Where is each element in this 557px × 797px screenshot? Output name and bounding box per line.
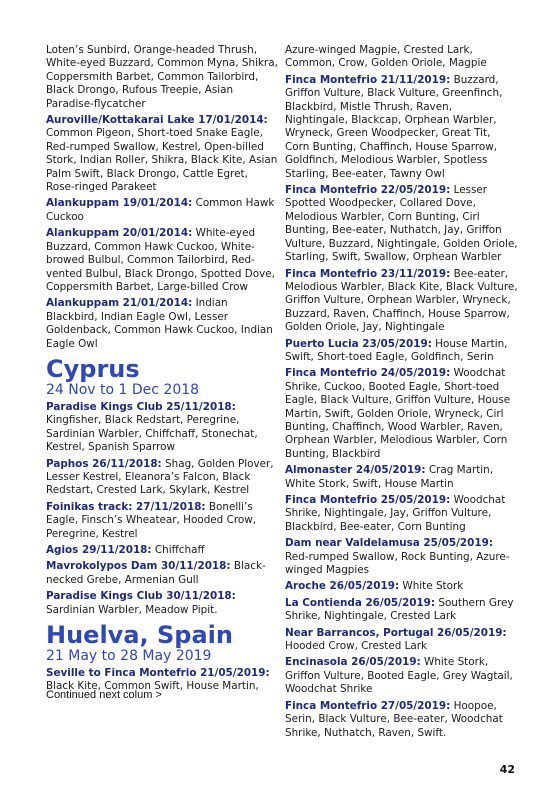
list-item xyxy=(285,494,518,534)
list-item xyxy=(285,184,518,264)
entry-heading: Paphos 26/11/2018: xyxy=(46,457,162,470)
entry-text: Woodchat Shrike, Nightingale, Jay, Griffon Vulture, Blackbird, Bee-eater, Corn Bunting xyxy=(285,494,506,533)
entry-heading: Finca Montefrio 27/05/2019: xyxy=(285,699,451,712)
entry-text: Black Kite, Common Swift, House Martin, xyxy=(46,680,259,693)
entry-heading: Aroche 26/05/2019: xyxy=(285,580,400,593)
section-title-huelva: Huelva, Spain xyxy=(46,621,233,650)
list-item xyxy=(285,338,518,365)
entry-text: Shag, Golden Plover, Lesser Kestrel, Eleanora’s Falcon, Black Redstart, Crested Lark, Skylark, Kestrel xyxy=(46,457,274,497)
cyprus-section xyxy=(46,356,278,617)
entry-heading: Seville to Finca Montefrio 21/05/2019: xyxy=(46,667,270,680)
list-item xyxy=(46,560,278,587)
list-item xyxy=(46,44,278,111)
entry-text: Bonelli’s Eagle, Finsch’s Wheatear, Hooded Crow, Peregrine, Kestrel xyxy=(46,500,257,540)
right-column xyxy=(285,44,518,743)
list-item xyxy=(285,627,518,654)
page-number: 42 xyxy=(499,763,515,776)
entry-heading: Finca Montefrio 23/11/2019: xyxy=(285,267,451,280)
entry-heading: Dam near Valdelamusa 25/05/2019: xyxy=(285,537,494,550)
india-entries xyxy=(46,44,278,351)
list-item xyxy=(285,580,518,593)
list-item xyxy=(46,401,278,455)
entry-heading: Puerto Lucia 23/05/2019: xyxy=(285,337,432,350)
entry-text: Red-rumped Swallow, Rock Bunting, Azure-winged Magpies xyxy=(285,550,510,577)
list-item xyxy=(46,458,278,498)
entry-text: White Stork, Griffon Vulture, Booted Eagle, Grey Wagtail, Woodchat Shrike xyxy=(285,656,513,696)
entry-heading: La Contienda 26/05/2019: xyxy=(285,596,436,609)
list-item xyxy=(46,297,278,351)
entry-heading: Near Barrancos, Portugal 26/05/2019: xyxy=(285,626,507,639)
entry-text: Crag Martin, White Stork, Swift, House Martin xyxy=(285,464,494,490)
entry-text: Kingfisher, Black Redstart, Peregrine, Sardinian Warbler, Chiffchaff, Stonechat, Kestrel, Spanish Sparrow xyxy=(46,414,258,454)
list-item xyxy=(285,700,518,740)
section-dates-cyprus: 24 Nov to 1 Dec 2018 xyxy=(46,381,200,398)
entry-heading: Paradise Kings Club 30/11/2018: xyxy=(46,590,236,603)
list-item xyxy=(46,114,278,194)
list-item xyxy=(285,597,518,624)
huelva-section xyxy=(46,622,278,694)
list-item xyxy=(285,464,518,491)
list-item xyxy=(46,501,278,541)
continued-note: Continued next colum > xyxy=(46,689,162,701)
entry-text: Chiffchaff xyxy=(154,544,205,556)
entry-text: Lesser Spotted Woodpecker, Collared Dove, Melodious Warbler, Corn Bunting, Cirl Bunting, Bee-eater, Nuthatch, Jay, Griffon Vulture, Buzzard, Nightingale, Golden Oriole, Starling, Swift, Swallow, Orphean Warbler xyxy=(285,184,518,264)
entry-text: White-eyed Buzzard, Common Hawk Cuckoo, White-browed Bulbul, Common Tailorbird, Red-vented Bulbul, Black Drongo, Spotted Dove, Coppersmith Barbet, Large-billed Crow xyxy=(46,227,275,293)
entry-heading: Mavrokolypos Dam 30/11/2018: xyxy=(46,560,231,573)
section-dates-huelva: 21 May to 28 May 2019 xyxy=(46,648,212,665)
entry-heading: Agios 29/11/2018: xyxy=(46,544,152,556)
list-item xyxy=(285,74,518,181)
entry-text: Common Hawk Cuckoo xyxy=(46,197,275,223)
entry-heading: Alankuppam 21/01/2014: xyxy=(46,297,193,310)
entry-heading: Finca Montefrio 24/05/2019: xyxy=(285,367,451,380)
entry-heading: Encinasola 26/05/2019: xyxy=(285,656,421,669)
list-item xyxy=(46,227,278,294)
entry-text: Hoopoe, Serin, Black Vulture, Bee-eater, Woodchat Shrike, Nuthatch, Raven, Swift. xyxy=(285,699,503,739)
entry-text: Southern Grey Shrike, Nightingale, Crested Lark xyxy=(285,596,514,623)
list-item xyxy=(285,367,518,461)
list-item xyxy=(46,590,278,617)
entry-text: Azure-winged Magpie, Crested Lark, Common, Crow, Golden Oriole, Magpie xyxy=(285,44,487,70)
entry-heading: Foinikas track: 27/11/2018: xyxy=(46,500,206,513)
list-item xyxy=(285,537,518,577)
entry-text: Woodchat Shrike, Cuckoo, Booted Eagle, Short-toed Eagle, Black Vulture, Griffon Vulture, House Martin, Swift, Golden Oriole, Wryneck, Cirl Bunting, Chaffinch, Wood Warbler, Raven, Orphean Warbler, Melodious Warbler, Corn Bunting, Blackbird xyxy=(285,367,511,460)
entry-heading: Finca Montefrio 21/11/2019: xyxy=(285,73,451,86)
entry-text: Sardinian Warbler, Meadow Pipit. xyxy=(46,603,218,616)
list-item xyxy=(285,268,518,335)
entry-heading: Alankuppam 20/01/2014: xyxy=(46,227,193,240)
section-title-cyprus: Cyprus xyxy=(46,354,140,383)
entry-heading: Finca Montefrio 22/05/2019: xyxy=(285,184,451,197)
entry-heading: Alankuppam 19/01/2014: xyxy=(46,197,193,210)
entry-heading: Auroville/Kottakarai Lake 17/01/2014: xyxy=(46,114,268,127)
entry-text: Loten’s Sunbird, Orange-headed Thrush, White-eyed Buzzard, Common Myna, Shikra, Coppersmith Barbet, Common Tailorbird, Black Drongo, Rufous Treepie, Asian Paradise-flycatcher xyxy=(46,44,278,110)
list-item xyxy=(46,544,278,557)
entry-text: Common Pigeon, Short-toed Snake Eagle, Red-rumped Swallow, Kestrel, Open-billed Stork, Indian Roller, Shikra, Black Kite, Asian Palm Swift, Black Drongo, Cattle Egret, Rose-ringed Parakeet xyxy=(46,127,278,194)
entry-heading: Paradise Kings Club 25/11/2018: xyxy=(46,400,236,413)
list-item xyxy=(46,197,278,224)
entry-text: Black-necked Grebe, Armenian Gull xyxy=(46,560,266,586)
entry-text: Indian Blackbird, Indian Eagle Owl, Lesser Goldenback, Common Hawk Cuckoo, Indian Eagle Owl xyxy=(46,297,273,350)
entry-text: Buzzard, Griffon Vulture, Black Vulture, Greenfinch, Blackbird, Mistle Thrush, Raven, Nightingale, Blackcap, Orphean Warbler, Wryneck, Green Woodpecker, Great Tit, Corn Bunting, Chaffinch, House Sparrow, Goldfinch, Melodious Warbler, Spotless Starling, Bee-eater, Tawny Owl xyxy=(285,73,503,180)
entry-text: Bee-eater, Melodious Warbler, Black Kite, Black Vulture, Griffon Vulture, Orphean Warbler, Wryneck, Buzzard, Raven, Chaffinch, House Sparrow, Golden Oriole, Jay, Nightingale xyxy=(285,267,518,334)
list-item xyxy=(285,656,518,696)
entry-text: House Martin, Swift, Short-toed Eagle, Goldfinch, Serin xyxy=(285,337,508,363)
entry-text: White Stork xyxy=(402,580,464,593)
left-column xyxy=(46,44,278,697)
entry-heading: Almonaster 24/05/2019: xyxy=(285,464,426,477)
list-item xyxy=(285,44,518,71)
entry-text: Hooded Crow, Crested Lark xyxy=(285,640,428,653)
entry-heading: Finca Montefrio 25/05/2019: xyxy=(285,494,451,506)
